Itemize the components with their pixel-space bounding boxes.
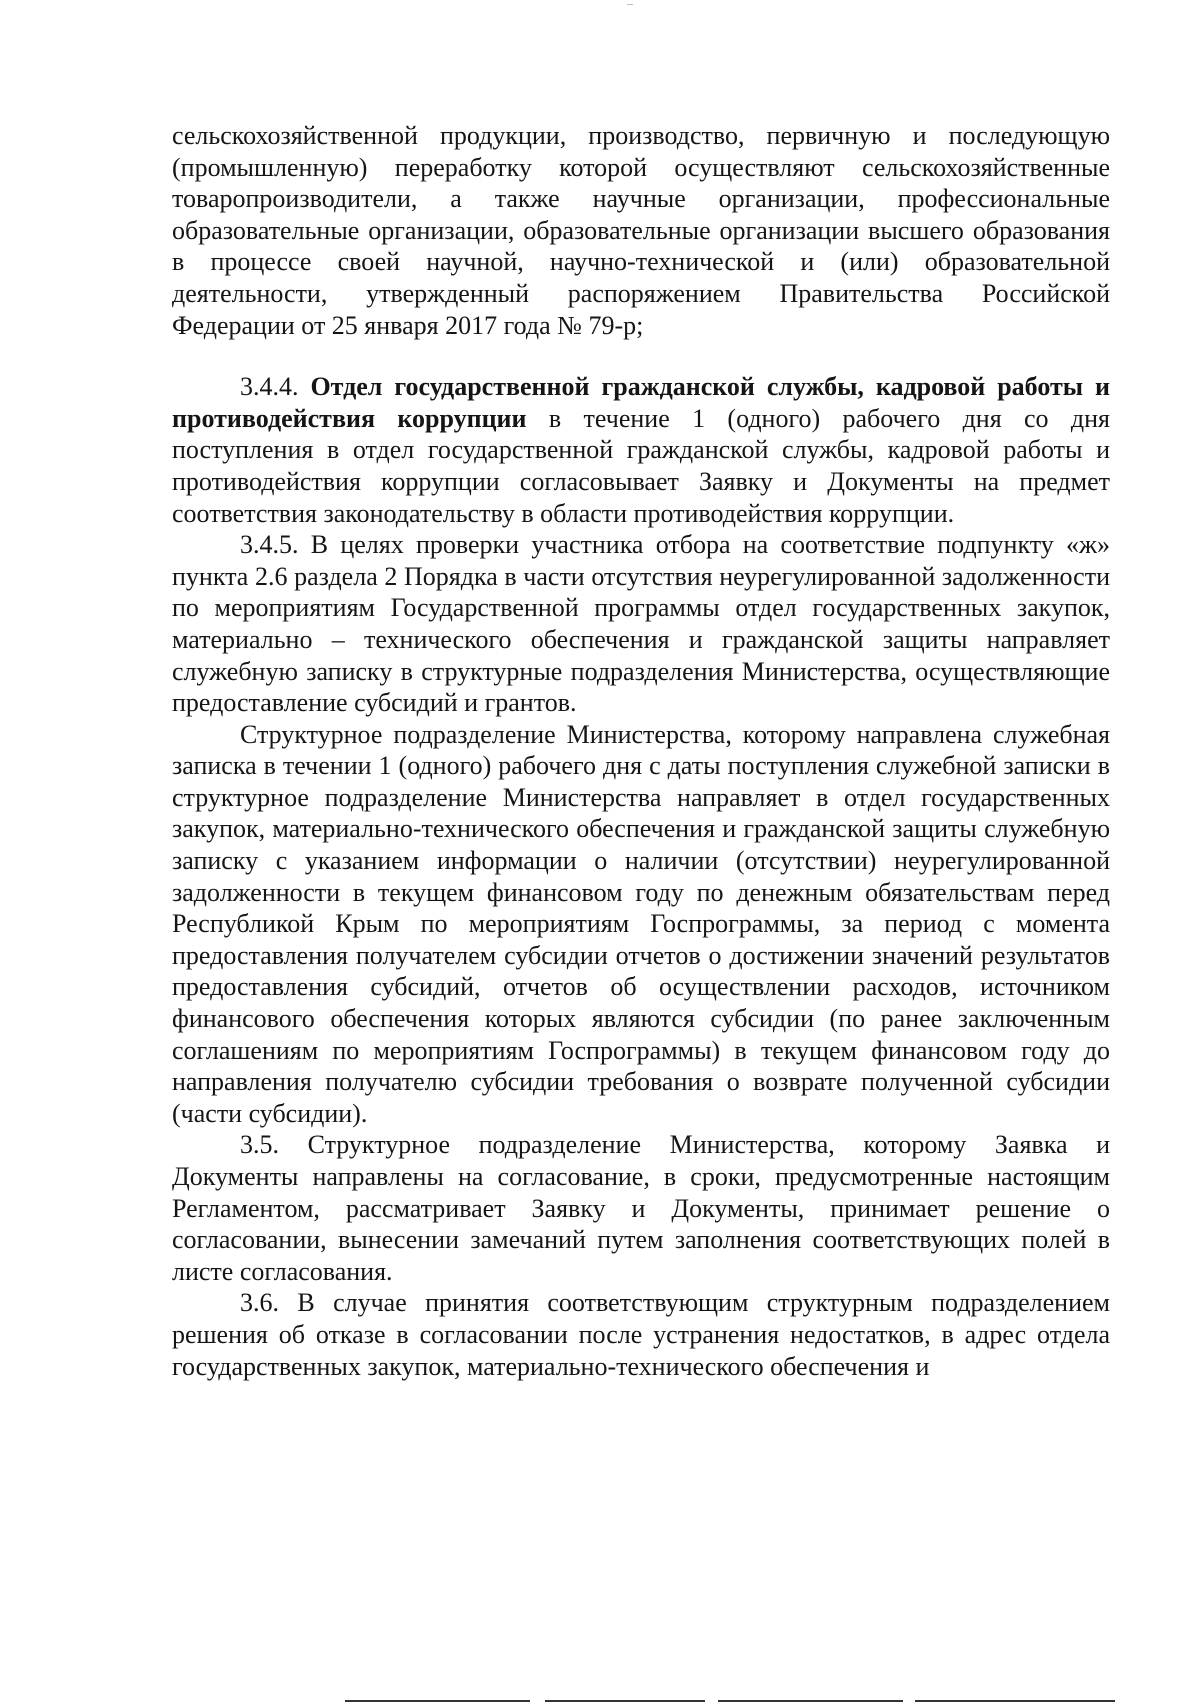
paragraph-structural-unit: Структурное подразделение Министерства, которому направлена служебная записка в течении 1 (одного) рабочего дня с даты поступления служебной записки в структурное подразделение Министерства направляет в отдел государственных закупок, материально-технического обеспечения и гражданской защиты служебную записку с указанием информации о наличии (отсутствии) неурегулированной задолженности в текущем финансовом году по денежным обязательствам перед Республикой Крым по мероприятиям Госпрограммы, за период с момента предоставления получателем субсидии отчетов о достижении значений результатов предоставления субсидий, отчетов об осуществлении расходов, источником финансового обеспечения которых являются субсидии (по ранее заключенным соглашениям по мероприятиям Госпрограммы) в текущем финансовом году до направления получателю субсидии требования о возврате полученной субсидии (части субсидии). (172, 719, 1110, 1128)
paragraph-continuation: сельскохозяйственной продукции, производство, первичную и последующую (промышленную) переработку которой осуществляют сельскохозяйственные товаропроизводители, а также научные организации, профессиональные образовательные организации, образовательные организации высшего образования в процессе своей научной, научно-технической и (или) образовательной деятельности, утвержденный распоряжением Правительства Российской Федерации от 25 января 2017 года № 79-р; (172, 121, 1110, 340)
paragraph-3-5: 3.5. Структурное подразделение Министерства, которому Заявка и Документы направлены на согласование, в сроки, предусмотренные настоящим Регламентом, рассматривает Заявку и Документы, принимает решение о согласовании, вынесении замечаний путем заполнения соответствующих полей в листе согласования. (172, 1130, 1110, 1286)
clause-number-3-4-4: 3.4.4. (240, 372, 311, 402)
scan-edge-line (345, 1700, 530, 1702)
scan-edge-line (915, 1700, 1115, 1702)
paragraph-3-4-4 (172, 371, 1110, 529)
document-body (172, 120, 1110, 1382)
scan-edge-line (718, 1700, 903, 1702)
paragraph-3-6: 3.6. В случае принятия соответствующим структурным подразделением решения об отказе в согласовании после устранения недостатков, в адрес отдела государственных закупок, материально-технического обеспечения и (172, 1288, 1110, 1381)
scan-mark (627, 4, 633, 5)
paragraph-3-4-5: 3.4.5. В целях проверки участника отбора на соответствие подпункту «ж» пункта 2.6 раздела 2 Порядка в части отсутствия неурегулированной задолженности по мероприятиям Государственной программы отдел государственных закупок, материально – технического обеспечения и гражданской защиты направляет служебную записку в структурные подразделения Министерства, осуществляющие предоставление субсидий и грантов. (172, 530, 1110, 718)
clause-text-3-4-4: в течение 1 (одного) рабочего дня со дня поступления в отдел государственной гражданской службы, кадровой работы и противодействия коррупции согласовывает Заявку и Документы на предмет соответствия законодательству в области противодействия коррупции. (172, 403, 1110, 528)
scan-edge-line (545, 1700, 705, 1702)
department-name-bold: Отдел государственной гражданской службы, кадровой работы и противодействия коррупции (172, 372, 1110, 433)
